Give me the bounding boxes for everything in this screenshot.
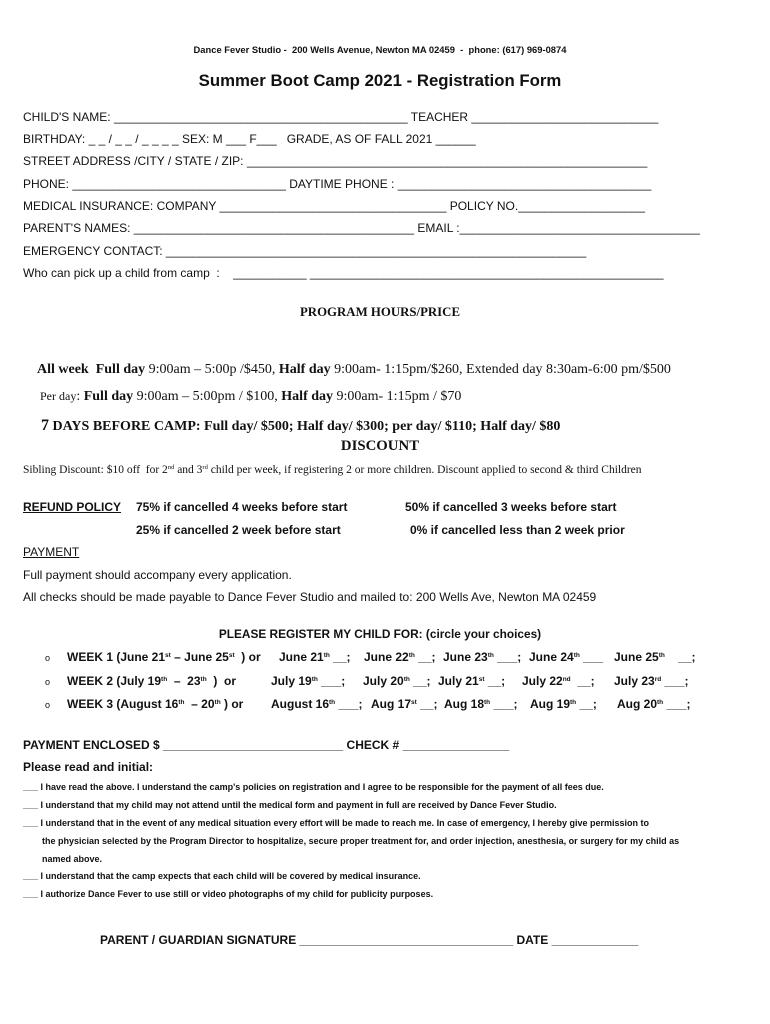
day-option-part: June 25 xyxy=(614,650,659,664)
per-day-colon: : xyxy=(76,389,84,404)
discount-heading: DISCOUNT xyxy=(340,438,420,454)
day-option[interactable] xyxy=(522,674,595,688)
discount-sup-1: nd xyxy=(167,464,175,471)
day-option-part: __; xyxy=(576,697,597,711)
day-option-part: Aug 17 xyxy=(371,697,412,711)
discount-text-b: and 3 xyxy=(174,464,203,476)
day-option-part: __; xyxy=(416,697,438,711)
agreement-fees[interactable]: ___ I have read the above. I understand the camp's policies on registration and I agree to be responsible for the payment of all fees due. xyxy=(23,782,604,792)
emergency-contact-field[interactable]: EMERGENCY CONTACT: _______________________________________________________________ xyxy=(23,244,587,258)
day-option[interactable] xyxy=(444,697,518,711)
day-option[interactable] xyxy=(271,674,345,688)
week-2-option[interactable] xyxy=(67,674,236,688)
child-name-field[interactable]: CHILD'S NAME: ____________________________________________ TEACHER ____________________________ xyxy=(23,110,659,124)
day-option-part: th xyxy=(487,652,494,659)
day-option-part: Aug 19 xyxy=(530,697,571,711)
day-option-part: th xyxy=(323,652,330,659)
per-day-half-price: 9:00am- 1:15pm / $70 xyxy=(333,389,462,404)
pickup-field[interactable]: Who can pick up a child from camp : ___________ _____________________________________________________ xyxy=(23,266,664,280)
discount-sup-2: rd xyxy=(202,464,208,471)
week-1-option[interactable] xyxy=(67,650,261,664)
day-option-part: __; xyxy=(664,650,696,664)
week-name-part: – 23 xyxy=(167,674,201,688)
payment-enclosed-field[interactable]: PAYMENT ENCLOSED $ ___________________________ CHECK # ________________ xyxy=(23,738,510,752)
day-option-part: ___; xyxy=(493,650,522,664)
day-option[interactable] xyxy=(364,650,436,664)
day-option[interactable] xyxy=(529,650,603,664)
agreement-insurance[interactable]: ___ I understand that the camp expects that each child will be covered by medical insurance. xyxy=(23,871,421,881)
agreement-medical-form[interactable]: ___ I understand that my child may not attend until the medical form and payment in full are received by Dance Fever Studio. xyxy=(23,800,557,810)
day-option-part: July 19 xyxy=(271,674,312,688)
day-option-part: th xyxy=(658,652,665,659)
read-initial-heading: Please read and initial: xyxy=(23,760,154,774)
day-option[interactable] xyxy=(438,674,505,688)
day-option-part: June 23 xyxy=(443,650,488,664)
day-option-part: July 21 xyxy=(438,674,479,688)
day-option[interactable] xyxy=(363,674,431,688)
discount-text-c: child per week, if registering 2 or more children. Discount applied to second & third Children xyxy=(207,464,642,476)
agreement-emergency-end: named above. xyxy=(42,854,103,864)
per-day-full-label: Full day xyxy=(83,389,134,404)
day-option-part: ___; xyxy=(317,674,346,688)
week-name-part: th xyxy=(178,699,185,706)
week-name-part: st xyxy=(228,652,235,659)
medical-insurance-field[interactable]: MEDICAL INSURANCE: COMPANY __________________________________ POLICY NO.___________________ xyxy=(23,199,645,213)
payment-heading: PAYMENT xyxy=(23,545,80,559)
agreement-photos[interactable]: ___ I authorize Dance Fever to use still or video photographs of my child for publicity purposes. xyxy=(23,889,434,899)
week-name-part: th xyxy=(214,699,221,706)
all-week-half-label: Half day xyxy=(278,362,331,377)
day-option-part: July 20 xyxy=(363,674,404,688)
all-week-full-price: 9:00am – 5:00p /$450, xyxy=(145,362,279,377)
all-week-label: All week Full day xyxy=(37,362,146,377)
day-option-part: th xyxy=(311,676,318,683)
day-option-part: ___; xyxy=(490,697,518,711)
week-name-part: – June 25 xyxy=(170,650,229,664)
day-option-part: th xyxy=(573,652,580,659)
studio-header: Dance Fever Studio - 200 Wells Avenue, Newton MA 02459 - phone: (617) 969-0874 xyxy=(193,45,567,56)
seven-days-number: 7 xyxy=(41,417,49,434)
day-option-part: June 24 xyxy=(529,650,574,664)
program-heading: PROGRAM HOURS/PRICE xyxy=(299,304,461,319)
refund-item-50: 50% if cancelled 3 weeks before start xyxy=(405,500,617,514)
day-option-part: August 16 xyxy=(271,697,330,711)
refund-item-75: 75% if cancelled 4 weeks before start xyxy=(136,500,348,514)
per-day-label: Per day xyxy=(40,389,77,403)
week-name-part: th xyxy=(161,676,168,683)
week-name-part: st xyxy=(165,652,171,659)
day-option[interactable] xyxy=(614,650,696,664)
week-name-part: ) or xyxy=(206,674,237,688)
day-option-part: th xyxy=(570,699,577,706)
discount-text-a: Sibling Discount: $10 off for 2 xyxy=(23,464,168,476)
week-name-part: – 20 xyxy=(184,697,215,711)
day-option-part: __; xyxy=(414,650,436,664)
day-option-part: __; xyxy=(329,650,351,664)
day-option-part: th xyxy=(329,699,336,706)
payment-line-2: All checks should be made payable to Dance Fever Studio and mailed to: 200 Wells Ave, Newton MA 02459 xyxy=(23,590,597,604)
day-option[interactable] xyxy=(271,697,363,711)
address-field[interactable]: STREET ADDRESS /CITY / STATE / ZIP: ____________________________________________________________ xyxy=(23,154,648,168)
day-option-part: Aug 20 xyxy=(617,697,658,711)
day-option-part: st xyxy=(478,676,485,683)
day-option-part: ___; xyxy=(663,697,691,711)
day-option[interactable] xyxy=(279,650,351,664)
day-option-part: __; xyxy=(409,674,431,688)
week-name-part: WEEK 3 (August 16 xyxy=(67,697,179,711)
week-bullet: o xyxy=(45,677,51,687)
day-option-part: __; xyxy=(570,674,595,688)
day-option[interactable] xyxy=(614,674,689,688)
day-option-part: ___ xyxy=(579,650,604,664)
week-3-option[interactable] xyxy=(67,697,243,711)
day-option-part: nd xyxy=(562,676,571,683)
register-heading: PLEASE REGISTER MY CHILD FOR: (circle your choices) xyxy=(218,627,542,641)
week-name-part: WEEK 1 (June 21 xyxy=(67,650,166,664)
day-option[interactable] xyxy=(371,697,437,711)
day-option-part: th xyxy=(408,652,415,659)
per-day-full-price: 9:00am – 5:00pm / $100, xyxy=(133,389,282,404)
agreement-emergency-cont: the physician selected by the Program Director to hospitalize, secure proper treatment for, and order injection, anesthesia, or surgery for my child as xyxy=(42,836,680,846)
form-title: Summer Boot Camp 2021 - Registration Form xyxy=(198,71,562,90)
day-option-part: th xyxy=(657,699,664,706)
day-option[interactable] xyxy=(443,650,521,664)
week-name-part: WEEK 2 (July 19 xyxy=(67,674,162,688)
day-option-part: __; xyxy=(484,674,506,688)
signature-date-field[interactable]: PARENT / GUARDIAN SIGNATURE ________________________________ DATE _____________ xyxy=(100,933,639,947)
day-option[interactable] xyxy=(530,697,597,711)
phone-field[interactable]: PHONE: ________________________________ DAYTIME PHONE : ______________________________________ xyxy=(23,177,652,191)
day-option-part: July 22 xyxy=(522,674,563,688)
week-name-part: ) or xyxy=(220,697,244,711)
day-option-part: rd xyxy=(654,676,662,683)
day-option-part: ___; xyxy=(335,697,363,711)
parent-names-email-field[interactable]: PARENT'S NAMES: __________________________________________ EMAIL :____________________________________ xyxy=(23,221,700,235)
refund-item-25: 25% if cancelled 2 week before start xyxy=(136,523,341,537)
week-name-part: th xyxy=(200,676,207,683)
all-week-half-price: 9:00am- 1:15pm/$260, Extended day 8:30am-6:00 pm/$500 xyxy=(330,362,671,377)
day-option-part: th xyxy=(403,676,410,683)
payment-line-1: Full payment should accompany every application. xyxy=(23,568,292,582)
per-day-half-label: Half day xyxy=(281,389,334,404)
week-bullet: o xyxy=(45,653,51,663)
day-option-part: th xyxy=(484,699,491,706)
seven-days-text: DAYS BEFORE CAMP: Full day/ $500; Half day/ $300; per day/ $110; Half day/ $80 xyxy=(49,419,561,434)
day-option[interactable] xyxy=(617,697,691,711)
birthday-sex-grade-field[interactable]: BIRTHDAY: _ _ / _ _ / _ _ _ _ SEX: M ___ F___ GRADE, AS OF FALL 2021 ______ xyxy=(23,132,476,146)
day-option-part: ___; xyxy=(661,674,689,688)
day-option-part: st xyxy=(411,699,417,706)
week-name-part: ) or xyxy=(234,650,261,664)
day-option-part: Aug 18 xyxy=(444,697,485,711)
day-option-part: July 23 xyxy=(614,674,655,688)
refund-item-0: 0% if cancelled less than 2 week prior xyxy=(410,523,625,537)
agreement-emergency[interactable]: ___ I understand that in the event of any medical situation every effort will be made to reach me. In case of emergency, I hereby give permission to xyxy=(23,818,650,828)
week-bullet: o xyxy=(45,700,51,710)
refund-policy-label: REFUND POLICY xyxy=(23,500,122,514)
day-option-part: June 21 xyxy=(279,650,324,664)
day-option-part: June 22 xyxy=(364,650,409,664)
sibling-discount xyxy=(23,464,642,476)
